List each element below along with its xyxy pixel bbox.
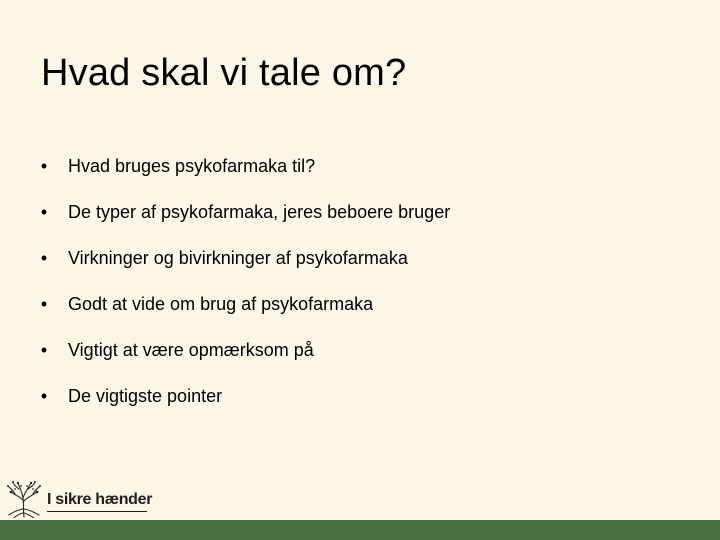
bullet-text: Vigtigt at være opmærksom på xyxy=(68,340,314,360)
bullet-point-icon: • xyxy=(40,294,48,314)
logo-text: I sikre hænder xyxy=(47,491,153,508)
bullet-point-icon: • xyxy=(40,202,48,222)
bullet-point-icon: • xyxy=(40,248,48,268)
bullet-text: Hvad bruges psykofarmaka til? xyxy=(68,156,316,176)
logo xyxy=(6,480,156,520)
tree-roots-icon xyxy=(6,480,42,518)
bullet-text: De vigtigste pointer xyxy=(68,386,223,406)
bullet-text: Virkninger og bivirkninger af psykofarmaka xyxy=(68,248,408,268)
bullet-text: Godt at vide om brug af psykofarmaka xyxy=(68,294,374,314)
bullet-point-icon: • xyxy=(40,386,48,406)
footer-bar xyxy=(0,520,720,540)
bullet-point-icon: • xyxy=(40,340,48,360)
bullet-point-icon: • xyxy=(40,156,48,176)
bullet-text: De typer af psykofarmaka, jeres beboere bruger xyxy=(68,202,451,222)
logo-underline xyxy=(47,511,147,512)
slide-title: Hvad skal vi tale om? xyxy=(41,52,407,94)
